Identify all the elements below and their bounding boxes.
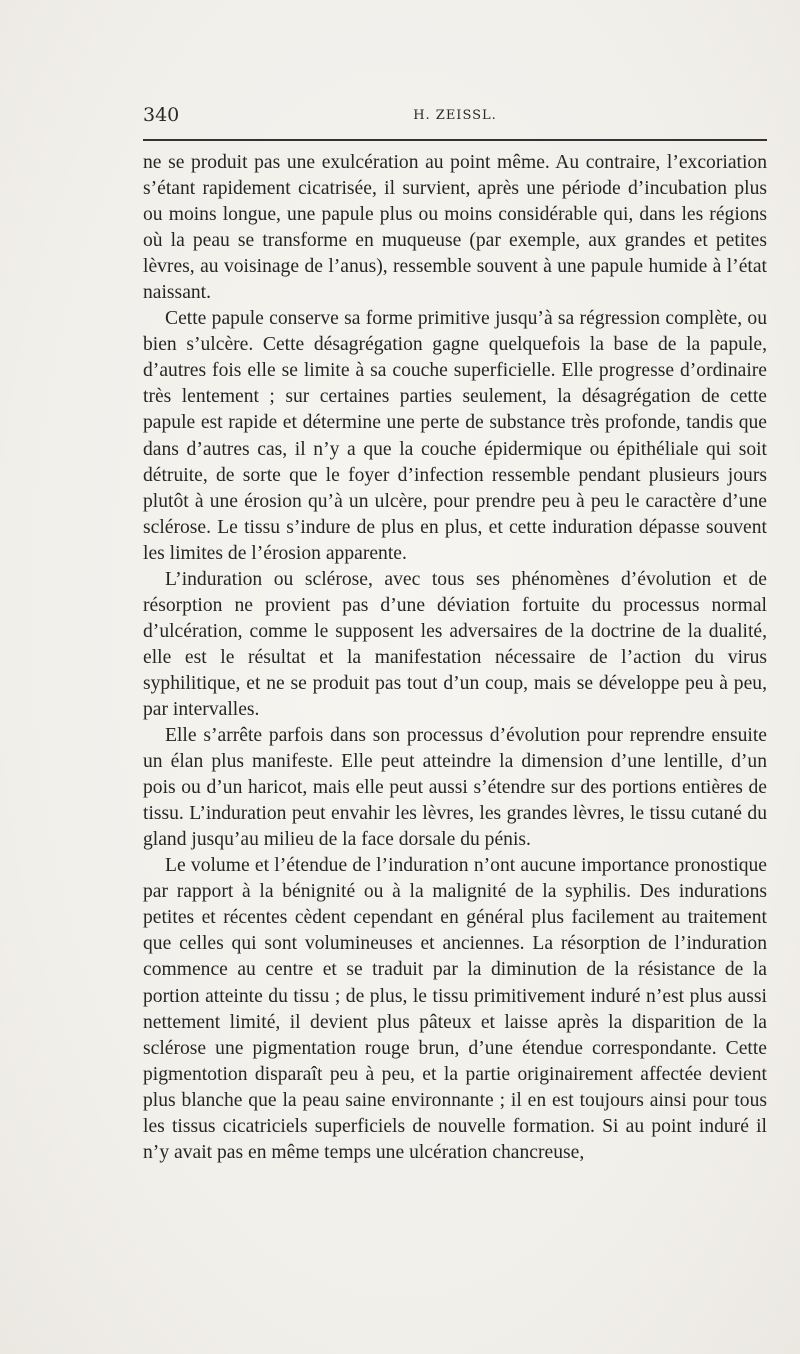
paragraph: ne se produit pas une exulcération au point même. Au contraire, l’excoriation s’étant rapidement cicatrisée, il survient, après une période d’incubation plus ou moins longue, une papule plus ou moins considérable qui, dans les régions où la peau se transforme en muqueuse (par exemple, aux grandes et petites lèvres, au voisinage de l’anus), ressemble souvent à une papule humide à l’état naissant.	[143, 152, 767, 304]
page-header	[143, 100, 767, 130]
header-rule	[143, 139, 767, 141]
running-head: H. ZEISSL.	[413, 108, 497, 123]
paragraph: L’induration ou sclérose, avec tous ses phénomènes d’évolution et de résorption ne provient pas d’une déviation fortuite du processus normal d’ulcération, comme le supposent les adversaires de la doctrine de la dualité, elle est le résultat et la manifestation nécessaire de l’action du virus syphilitique, et ne se produit pas tout d’un coup, mais se développe peu à peu, par intervalles.	[143, 568, 767, 720]
page-number: 340	[143, 104, 180, 126]
paragraph: Le volume et l’étendue de l’induration n’ont aucune importance pronostique par rapport à la bénignité ou à la malignité de la syphilis. Des indurations petites et récentes cèdent cependant en général plus facilement au traitement que celles qui sont volumineuses et anciennes. La résorption de l’induration commence au centre et se traduit par la diminution de la résistance de la portion atteinte du tissu ; de plus, le tissu primitivement induré n’est plus aussi nettement limité, il devient plus pâteux et laisse après la disparition de la sclérose une pigmentation rouge brun, d’une étendue correspondante. Cette pigmentotion disparaît peu à peu, et la partie originairement affectée devient plus blanche que la peau saine environnante ; il en est toujours ainsi pour tous les tissus cicatriciels superficiels de nouvelle formation. Si au point induré il n’y avait pas en même temps une ulcération chancreuse,	[143, 855, 767, 1163]
paragraph: Cette papule conserve sa forme primitive jusqu’à sa régression complète, ou bien s’ulcère. Cette désagrégation gagne quelquefois la base de la papule, d’autres fois elle se limite à sa couche superficielle. Elle progresse d’ordinaire très lentement ; sur certaines parties seulement, la désagrégation de cette papule est rapide et détermine une perte de substance très profonde, tandis que dans d’autres cas, il n’y a que la couche épidermique ou épithéliale qui soit détruite, de sorte que le foyer d’infection ressemble pendant plusieurs jours plutôt à une érosion qu’à un ulcère, pour prendre peu à peu le caractère d’une sclérose. Le tissu s’indure de plus en plus, et cette induration dépasse souvent les limites de l’érosion apparente.	[143, 308, 767, 564]
body-text	[143, 150, 767, 1166]
paragraph: Elle s’arrête parfois dans son processus d’évolution pour reprendre ensuite un élan plus manifeste. Elle peut atteindre la dimension d’une lentille, d’un pois ou d’un haricot, mais elle peut aussi s’étendre sur des portions entières de tissu. L’induration peut envahir les lèvres, les grandes lèvres, le tissu cutané du gland jusqu’au milieu de la face dorsale du pénis.	[143, 725, 767, 851]
